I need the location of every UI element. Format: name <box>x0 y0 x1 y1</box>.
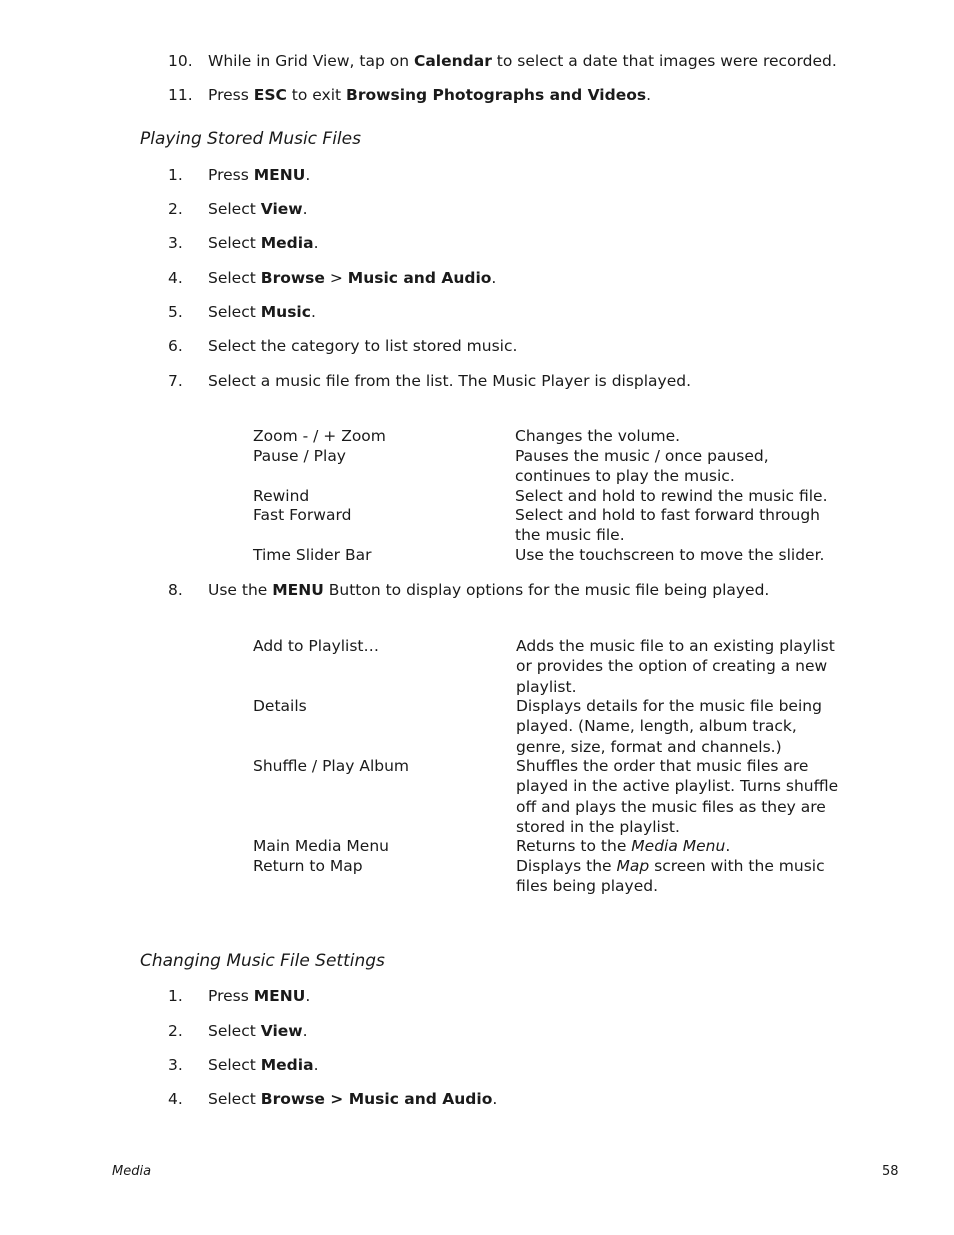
step-text: Select View. <box>208 1022 308 1040</box>
menu-option-name: Add to Playlist… <box>253 637 380 655</box>
step-text: Press ESC to exit Browsing Photographs and Videos. <box>208 86 652 104</box>
menu-option-description: played. (Name, length, album track, <box>516 717 797 735</box>
step-text: Press MENU. <box>208 166 311 184</box>
step-number: 11. <box>168 86 193 104</box>
menu-option-name: Return to Map <box>253 857 363 875</box>
menu-option-description: Returns to the Media Menu. <box>516 837 731 855</box>
menu-option-description: played in the active playlist. Turns shuffle <box>516 777 839 795</box>
step-text: Select Media. <box>208 1056 319 1074</box>
menu-option-description: genre, size, format and channels.) <box>516 738 782 756</box>
control-name: Fast Forward <box>253 506 352 524</box>
menu-option-name: Shuffle / Play Album <box>253 757 410 775</box>
menu-option-description: Adds the music file to an existing playlist <box>516 637 835 655</box>
step-text: Select Browse > Music and Audio. <box>208 269 497 287</box>
control-description: Changes the volume. <box>515 427 681 445</box>
control-name: Time Slider Bar <box>253 546 372 564</box>
control-description: Pauses the music / once paused, <box>515 447 769 465</box>
step-number: 2. <box>168 200 183 218</box>
menu-option-description: Displays details for the music file being <box>516 697 822 715</box>
control-description: the music file. <box>515 526 625 544</box>
step-text: While in Grid View, tap on Calendar to select a date that images were recorded. <box>208 52 837 70</box>
step-number: 7. <box>168 372 183 390</box>
step-number: 1. <box>168 166 183 184</box>
step-number: 2. <box>168 1022 183 1040</box>
control-description: Use the touchscreen to move the slider. <box>515 546 825 564</box>
control-description: Select and hold to rewind the music file. <box>515 487 828 505</box>
step-number: 4. <box>168 269 183 287</box>
menu-option-name: Main Media Menu <box>253 837 389 855</box>
step-text: Select the category to list stored music. <box>208 337 518 355</box>
step-number: 10. <box>168 52 193 70</box>
menu-option-description: Shuffles the order that music files are <box>516 757 809 775</box>
menu-option-name: Details <box>253 697 307 715</box>
menu-option-description: playlist. <box>516 678 577 696</box>
control-name: Rewind <box>253 487 310 505</box>
menu-option-description: Displays the Map screen with the music <box>516 857 825 875</box>
page-number: 58 <box>882 1164 899 1179</box>
footer-section-name: Media <box>112 1164 152 1179</box>
menu-option-description: or provides the option of creating a new <box>516 657 828 675</box>
step-text: Press MENU. <box>208 987 311 1005</box>
step-number: 5. <box>168 303 183 321</box>
step-text: Use the MENU Button to display options for the music file being played. <box>208 581 770 599</box>
control-description: continues to play the music. <box>515 467 735 485</box>
step-number: 4. <box>168 1090 183 1108</box>
control-name: Pause / Play <box>253 447 346 465</box>
section-heading: Playing Stored Music Files <box>140 129 361 149</box>
control-description: Select and hold to fast forward through <box>515 506 820 524</box>
step-text: Select Browse > Music and Audio. <box>208 1090 498 1108</box>
step-number: 3. <box>168 234 183 252</box>
step-text: Select View. <box>208 200 308 218</box>
menu-option-description: files being played. <box>516 877 658 895</box>
step-number: 1. <box>168 987 183 1005</box>
menu-option-description: off and plays the music files as they are <box>516 798 826 816</box>
control-name: Zoom - / + Zoom <box>253 427 386 445</box>
step-text: Select Music. <box>208 303 316 321</box>
step-text: Select Media. <box>208 234 319 252</box>
menu-option-description: stored in the playlist. <box>516 818 680 836</box>
step-number: 3. <box>168 1056 183 1074</box>
section-heading: Changing Music File Settings <box>140 951 385 971</box>
step-number: 6. <box>168 337 183 355</box>
step-text: Select a music file from the list. The Music Player is displayed. <box>208 372 692 390</box>
step-number: 8. <box>168 581 183 599</box>
